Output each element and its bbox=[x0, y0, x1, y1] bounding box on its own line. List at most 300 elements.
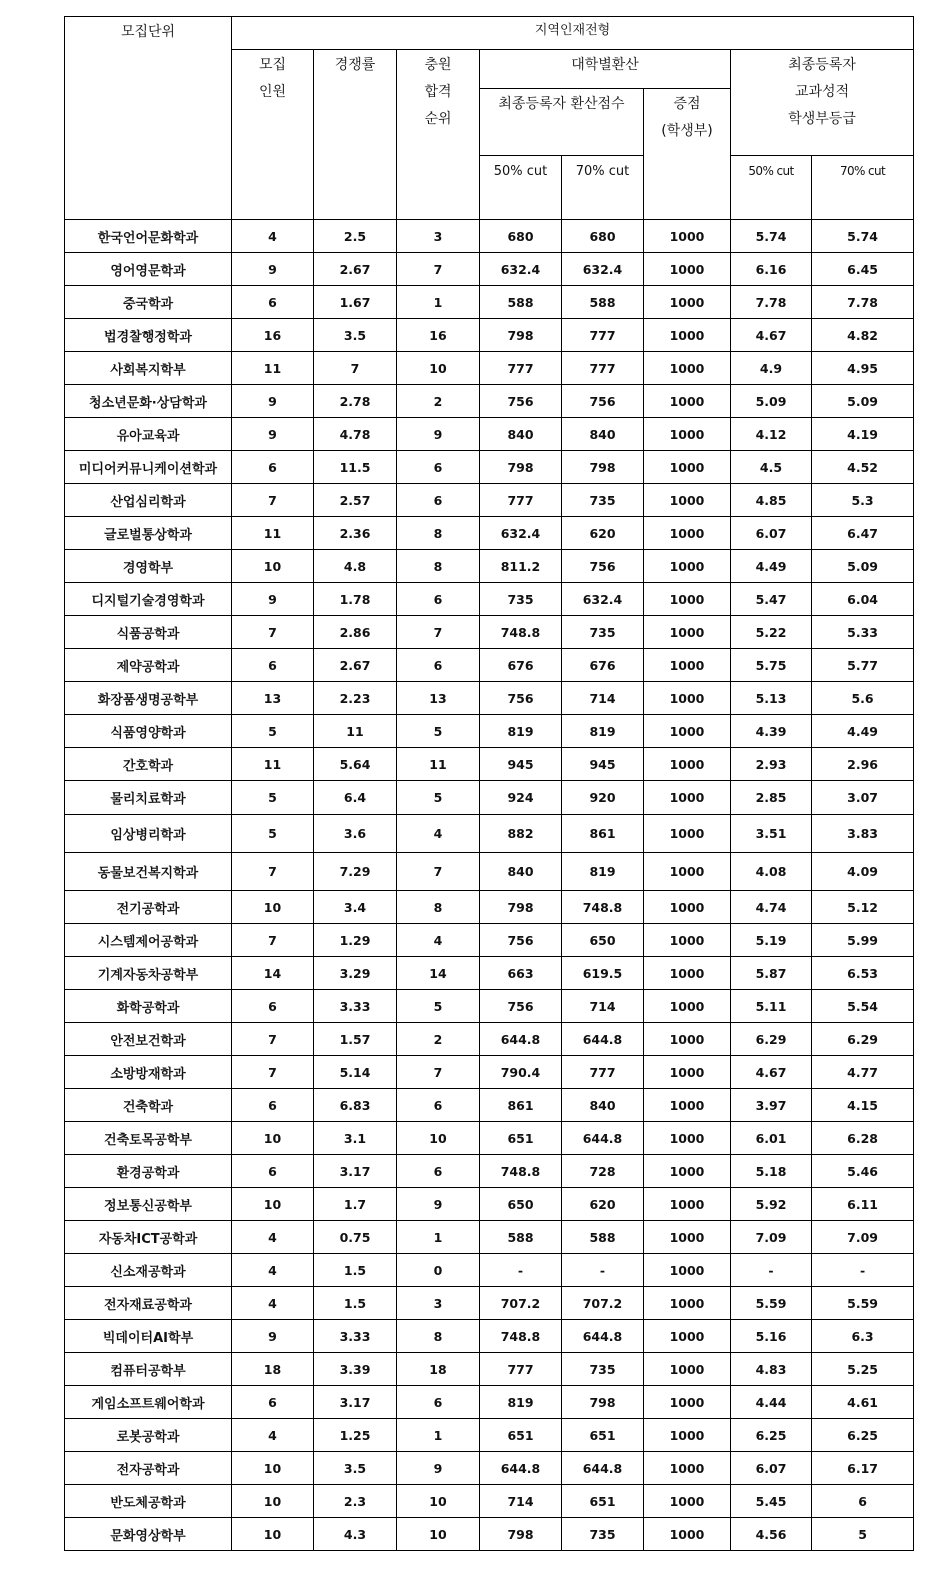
cell-full: 1000 bbox=[644, 484, 731, 517]
cell-grade50: 5.92 bbox=[731, 1188, 812, 1221]
cell-rank: 9 bbox=[397, 1188, 480, 1221]
cell-cut50: 644.8 bbox=[480, 1452, 562, 1485]
cell-count: 7 bbox=[232, 484, 314, 517]
cell-dept: 반도체공학과 bbox=[65, 1485, 232, 1518]
cell-ratio: 11 bbox=[314, 715, 397, 748]
cell-grade70: 6 bbox=[812, 1485, 914, 1518]
cell-cut70: 861 bbox=[562, 815, 644, 853]
cell-rank: 7 bbox=[397, 853, 480, 891]
table-row bbox=[65, 649, 914, 682]
cell-cut70: 798 bbox=[562, 451, 644, 484]
cell-dept: 안전보건학과 bbox=[65, 1023, 232, 1056]
table-row bbox=[65, 220, 914, 253]
cell-cut50: 840 bbox=[480, 418, 562, 451]
cell-dept: 식품영양학과 bbox=[65, 715, 232, 748]
header-group: 지역인재전형 bbox=[232, 17, 914, 50]
cell-grade50: 6.07 bbox=[731, 517, 812, 550]
cell-ratio: 2.67 bbox=[314, 649, 397, 682]
cell-rank: 5 bbox=[397, 715, 480, 748]
cell-dept: 전자재료공학과 bbox=[65, 1287, 232, 1320]
cell-count: 6 bbox=[232, 286, 314, 319]
cell-full: 1000 bbox=[644, 253, 731, 286]
cell-grade70: 3.83 bbox=[812, 815, 914, 853]
cell-rank: 0 bbox=[397, 1254, 480, 1287]
cell-count: 5 bbox=[232, 815, 314, 853]
cell-cut50: 756 bbox=[480, 924, 562, 957]
header-cut70: 70% cut bbox=[562, 156, 644, 220]
admission-table bbox=[64, 16, 914, 1551]
cell-ratio: 1.29 bbox=[314, 924, 397, 957]
cell-rank: 6 bbox=[397, 451, 480, 484]
cell-grade50: 6.25 bbox=[731, 1419, 812, 1452]
cell-count: 6 bbox=[232, 451, 314, 484]
cell-ratio: 3.5 bbox=[314, 319, 397, 352]
cell-full: 1000 bbox=[644, 1320, 731, 1353]
cell-grade70: 6.53 bbox=[812, 957, 914, 990]
table-row bbox=[65, 990, 914, 1023]
cell-full: 1000 bbox=[644, 583, 731, 616]
cell-grade70: 5.6 bbox=[812, 682, 914, 715]
cell-rank: 5 bbox=[397, 781, 480, 815]
cell-rank: 6 bbox=[397, 484, 480, 517]
cell-cut50: 756 bbox=[480, 682, 562, 715]
cell-cut50: 945 bbox=[480, 748, 562, 781]
header-conversion: 대학별환산 bbox=[480, 50, 731, 89]
cell-dept: 미디어커뮤니케이션학과 bbox=[65, 451, 232, 484]
cell-rank: 13 bbox=[397, 682, 480, 715]
cell-cut50: 644.8 bbox=[480, 1023, 562, 1056]
table-row bbox=[65, 1452, 914, 1485]
table-row bbox=[65, 1155, 914, 1188]
table-body bbox=[65, 220, 914, 1551]
cell-rank: 1 bbox=[397, 1221, 480, 1254]
cell-rank: 16 bbox=[397, 319, 480, 352]
table-row bbox=[65, 957, 914, 990]
cell-cut70: 619.5 bbox=[562, 957, 644, 990]
cell-grade50: 6.29 bbox=[731, 1023, 812, 1056]
cell-rank: 8 bbox=[397, 517, 480, 550]
table-row bbox=[65, 451, 914, 484]
table-row bbox=[65, 1254, 914, 1287]
cell-full: 1000 bbox=[644, 1188, 731, 1221]
cell-ratio: 3.4 bbox=[314, 891, 397, 924]
cell-grade70: 4.49 bbox=[812, 715, 914, 748]
table-row bbox=[65, 1386, 914, 1419]
cell-cut50: 819 bbox=[480, 1386, 562, 1419]
cell-ratio: 6.83 bbox=[314, 1089, 397, 1122]
cell-full: 1000 bbox=[644, 1518, 731, 1551]
cell-count: 4 bbox=[232, 1419, 314, 1452]
cell-ratio: 2.57 bbox=[314, 484, 397, 517]
cell-count: 13 bbox=[232, 682, 314, 715]
table-row bbox=[65, 715, 914, 748]
cell-grade50: 6.01 bbox=[731, 1122, 812, 1155]
cell-grade70: 6.11 bbox=[812, 1188, 914, 1221]
cell-grade70: 5.46 bbox=[812, 1155, 914, 1188]
cell-count: 6 bbox=[232, 1089, 314, 1122]
cell-grade50: 5.45 bbox=[731, 1485, 812, 1518]
cell-cut70: - bbox=[562, 1254, 644, 1287]
table-row bbox=[65, 484, 914, 517]
cell-cut50: 735 bbox=[480, 583, 562, 616]
cell-cut50: 790.4 bbox=[480, 1056, 562, 1089]
cell-rank: 6 bbox=[397, 583, 480, 616]
table-row bbox=[65, 1320, 914, 1353]
header-ratio: 경쟁률 bbox=[314, 50, 397, 220]
cell-cut50: 651 bbox=[480, 1122, 562, 1155]
cell-dept: 컴퓨터공학부 bbox=[65, 1353, 232, 1386]
cell-grade70: 5.54 bbox=[812, 990, 914, 1023]
table-row bbox=[65, 385, 914, 418]
cell-full: 1000 bbox=[644, 1122, 731, 1155]
table-row bbox=[65, 583, 914, 616]
cell-rank: 10 bbox=[397, 1122, 480, 1155]
cell-full: 1000 bbox=[644, 1386, 731, 1419]
cell-grade70: 4.09 bbox=[812, 853, 914, 891]
cell-dept: 동물보건복지학과 bbox=[65, 853, 232, 891]
cell-count: 9 bbox=[232, 583, 314, 616]
cell-grade70: 4.77 bbox=[812, 1056, 914, 1089]
cell-rank: 11 bbox=[397, 748, 480, 781]
cell-dept: 유아교육과 bbox=[65, 418, 232, 451]
cell-ratio: 3.33 bbox=[314, 990, 397, 1023]
cell-grade70: 6.29 bbox=[812, 1023, 914, 1056]
cell-full: 1000 bbox=[644, 853, 731, 891]
cell-count: 9 bbox=[232, 253, 314, 286]
cell-grade50: 5.47 bbox=[731, 583, 812, 616]
cell-cut70: 644.8 bbox=[562, 1023, 644, 1056]
table-row bbox=[65, 748, 914, 781]
cell-full: 1000 bbox=[644, 781, 731, 815]
cell-rank: 9 bbox=[397, 418, 480, 451]
cell-cut70: 714 bbox=[562, 990, 644, 1023]
cell-rank: 3 bbox=[397, 1287, 480, 1320]
cell-full: 1000 bbox=[644, 957, 731, 990]
cell-cut50: 777 bbox=[480, 1353, 562, 1386]
cell-full: 1000 bbox=[644, 1221, 731, 1254]
cell-rank: 14 bbox=[397, 957, 480, 990]
cell-cut70: 620 bbox=[562, 517, 644, 550]
cell-grade70: - bbox=[812, 1254, 914, 1287]
cell-cut50: 861 bbox=[480, 1089, 562, 1122]
cell-grade70: 6.47 bbox=[812, 517, 914, 550]
cell-full: 1000 bbox=[644, 1155, 731, 1188]
cell-grade70: 5.12 bbox=[812, 891, 914, 924]
cell-grade70: 5.77 bbox=[812, 649, 914, 682]
cell-grade70: 6.28 bbox=[812, 1122, 914, 1155]
cell-full: 1000 bbox=[644, 1287, 731, 1320]
header-rank: 충원 합격 순위 bbox=[397, 50, 480, 220]
cell-ratio: 1.57 bbox=[314, 1023, 397, 1056]
header-count: 모집 인원 bbox=[232, 50, 314, 220]
cell-count: 16 bbox=[232, 319, 314, 352]
cell-cut50: 798 bbox=[480, 319, 562, 352]
cell-count: 10 bbox=[232, 1485, 314, 1518]
cell-cut50: 811.2 bbox=[480, 550, 562, 583]
cell-dept: 물리치료학과 bbox=[65, 781, 232, 815]
cell-ratio: 4.3 bbox=[314, 1518, 397, 1551]
table-row bbox=[65, 1188, 914, 1221]
cell-full: 1000 bbox=[644, 451, 731, 484]
cell-grade70: 2.96 bbox=[812, 748, 914, 781]
cell-full: 1000 bbox=[644, 649, 731, 682]
table-row bbox=[65, 253, 914, 286]
cell-cut70: 714 bbox=[562, 682, 644, 715]
cell-cut70: 676 bbox=[562, 649, 644, 682]
cell-full: 1000 bbox=[644, 1254, 731, 1287]
table-row bbox=[65, 1518, 914, 1551]
cell-grade50: 3.97 bbox=[731, 1089, 812, 1122]
cell-grade70: 5.09 bbox=[812, 550, 914, 583]
cell-ratio: 2.36 bbox=[314, 517, 397, 550]
cell-dept: 시스템제어공학과 bbox=[65, 924, 232, 957]
cell-grade70: 5.09 bbox=[812, 385, 914, 418]
cell-cut50: 680 bbox=[480, 220, 562, 253]
cell-rank: 6 bbox=[397, 649, 480, 682]
cell-cut50: 798 bbox=[480, 1518, 562, 1551]
cell-grade50: 4.39 bbox=[731, 715, 812, 748]
cell-full: 1000 bbox=[644, 815, 731, 853]
cell-grade50: 5.74 bbox=[731, 220, 812, 253]
cell-grade70: 6.04 bbox=[812, 583, 914, 616]
cell-full: 1000 bbox=[644, 352, 731, 385]
cell-cut70: 651 bbox=[562, 1485, 644, 1518]
header-full-score: 증점 (학생부) bbox=[644, 89, 731, 220]
cell-rank: 2 bbox=[397, 1023, 480, 1056]
cell-rank: 4 bbox=[397, 815, 480, 853]
cell-grade50: 4.08 bbox=[731, 853, 812, 891]
cell-dept: 제약공학과 bbox=[65, 649, 232, 682]
cell-dept: 청소년문화·상담학과 bbox=[65, 385, 232, 418]
cell-grade50: 4.83 bbox=[731, 1353, 812, 1386]
cell-rank: 2 bbox=[397, 385, 480, 418]
cell-cut70: 620 bbox=[562, 1188, 644, 1221]
cell-ratio: 5.14 bbox=[314, 1056, 397, 1089]
cell-cut70: 735 bbox=[562, 1353, 644, 1386]
cell-rank: 8 bbox=[397, 550, 480, 583]
cell-cut70: 756 bbox=[562, 385, 644, 418]
table-row bbox=[65, 1287, 914, 1320]
cell-dept: 전기공학과 bbox=[65, 891, 232, 924]
cell-full: 1000 bbox=[644, 1419, 731, 1452]
cell-dept: 화장품생명공학부 bbox=[65, 682, 232, 715]
cell-count: 11 bbox=[232, 517, 314, 550]
table-row bbox=[65, 418, 914, 451]
cell-grade50: 5.59 bbox=[731, 1287, 812, 1320]
cell-cut70: 632.4 bbox=[562, 253, 644, 286]
cell-grade70: 7.78 bbox=[812, 286, 914, 319]
cell-cut70: 777 bbox=[562, 1056, 644, 1089]
cell-grade70: 4.61 bbox=[812, 1386, 914, 1419]
cell-grade50: 5.18 bbox=[731, 1155, 812, 1188]
cell-grade70: 6.17 bbox=[812, 1452, 914, 1485]
cell-cut70: 920 bbox=[562, 781, 644, 815]
cell-full: 1000 bbox=[644, 286, 731, 319]
cell-rank: 8 bbox=[397, 1320, 480, 1353]
cell-rank: 10 bbox=[397, 352, 480, 385]
cell-grade50: 4.67 bbox=[731, 1056, 812, 1089]
cell-grade50: 4.56 bbox=[731, 1518, 812, 1551]
cell-grade50: 5.87 bbox=[731, 957, 812, 990]
header-cut50: 50% cut bbox=[480, 156, 562, 220]
table-row bbox=[65, 1056, 914, 1089]
cell-grade70: 4.52 bbox=[812, 451, 914, 484]
cell-grade70: 5.33 bbox=[812, 616, 914, 649]
cell-count: 6 bbox=[232, 1155, 314, 1188]
cell-rank: 10 bbox=[397, 1485, 480, 1518]
cell-ratio: 0.75 bbox=[314, 1221, 397, 1254]
cell-cut70: 588 bbox=[562, 286, 644, 319]
cell-ratio: 4.78 bbox=[314, 418, 397, 451]
cell-grade50: 5.22 bbox=[731, 616, 812, 649]
cell-count: 7 bbox=[232, 1056, 314, 1089]
cell-ratio: 3.33 bbox=[314, 1320, 397, 1353]
cell-ratio: 4.8 bbox=[314, 550, 397, 583]
cell-dept: 간호학과 bbox=[65, 748, 232, 781]
cell-grade70: 5.3 bbox=[812, 484, 914, 517]
cell-count: 4 bbox=[232, 1221, 314, 1254]
cell-count: 10 bbox=[232, 1452, 314, 1485]
cell-full: 1000 bbox=[644, 715, 731, 748]
cell-cut70: 798 bbox=[562, 1386, 644, 1419]
table-row bbox=[65, 853, 914, 891]
cell-dept: 영어영문학과 bbox=[65, 253, 232, 286]
cell-count: 5 bbox=[232, 715, 314, 748]
cell-cut50: 840 bbox=[480, 853, 562, 891]
header-grade-cut70: 70% cut bbox=[812, 156, 914, 220]
cell-cut50: - bbox=[480, 1254, 562, 1287]
cell-dept: 디지털기술경영학과 bbox=[65, 583, 232, 616]
cell-cut70: 680 bbox=[562, 220, 644, 253]
cell-full: 1000 bbox=[644, 616, 731, 649]
cell-dept: 빅데이터AI학부 bbox=[65, 1320, 232, 1353]
cell-ratio: 5.64 bbox=[314, 748, 397, 781]
cell-ratio: 1.78 bbox=[314, 583, 397, 616]
cell-cut50: 632.4 bbox=[480, 517, 562, 550]
cell-cut50: 650 bbox=[480, 1188, 562, 1221]
cell-cut70: 777 bbox=[562, 352, 644, 385]
cell-count: 5 bbox=[232, 781, 314, 815]
cell-grade70: 5.99 bbox=[812, 924, 914, 957]
cell-grade50: 4.49 bbox=[731, 550, 812, 583]
cell-ratio: 2.67 bbox=[314, 253, 397, 286]
cell-grade50: - bbox=[731, 1254, 812, 1287]
cell-ratio: 1.5 bbox=[314, 1287, 397, 1320]
cell-count: 7 bbox=[232, 853, 314, 891]
cell-full: 1000 bbox=[644, 924, 731, 957]
cell-dept: 전자공학과 bbox=[65, 1452, 232, 1485]
cell-cut50: 748.8 bbox=[480, 1155, 562, 1188]
cell-ratio: 7 bbox=[314, 352, 397, 385]
cell-rank: 5 bbox=[397, 990, 480, 1023]
cell-dept: 중국학과 bbox=[65, 286, 232, 319]
cell-cut50: 707.2 bbox=[480, 1287, 562, 1320]
cell-full: 1000 bbox=[644, 1452, 731, 1485]
cell-ratio: 1.7 bbox=[314, 1188, 397, 1221]
cell-dept: 신소재공학과 bbox=[65, 1254, 232, 1287]
cell-rank: 10 bbox=[397, 1518, 480, 1551]
cell-ratio: 1.5 bbox=[314, 1254, 397, 1287]
cell-count: 7 bbox=[232, 924, 314, 957]
cell-full: 1000 bbox=[644, 1353, 731, 1386]
cell-full: 1000 bbox=[644, 891, 731, 924]
cell-dept: 게임소프트웨어학과 bbox=[65, 1386, 232, 1419]
cell-rank: 8 bbox=[397, 891, 480, 924]
cell-cut70: 644.8 bbox=[562, 1452, 644, 1485]
cell-grade50: 5.11 bbox=[731, 990, 812, 1023]
cell-count: 4 bbox=[232, 1254, 314, 1287]
cell-dept: 한국언어문화학과 bbox=[65, 220, 232, 253]
cell-cut50: 798 bbox=[480, 891, 562, 924]
cell-ratio: 1.67 bbox=[314, 286, 397, 319]
cell-cut70: 707.2 bbox=[562, 1287, 644, 1320]
cell-dept: 기계자동차공학부 bbox=[65, 957, 232, 990]
cell-grade50: 5.13 bbox=[731, 682, 812, 715]
cell-full: 1000 bbox=[644, 418, 731, 451]
cell-dept: 임상병리학과 bbox=[65, 815, 232, 853]
cell-ratio: 3.1 bbox=[314, 1122, 397, 1155]
cell-grade50: 2.85 bbox=[731, 781, 812, 815]
cell-ratio: 3.39 bbox=[314, 1353, 397, 1386]
cell-full: 1000 bbox=[644, 1056, 731, 1089]
cell-full: 1000 bbox=[644, 385, 731, 418]
table-row bbox=[65, 924, 914, 957]
cell-ratio: 3.6 bbox=[314, 815, 397, 853]
table-row bbox=[65, 286, 914, 319]
cell-count: 4 bbox=[232, 220, 314, 253]
cell-dept: 경영학부 bbox=[65, 550, 232, 583]
cell-count: 6 bbox=[232, 1386, 314, 1419]
cell-cut50: 777 bbox=[480, 352, 562, 385]
cell-cut50: 632.4 bbox=[480, 253, 562, 286]
cell-ratio: 2.3 bbox=[314, 1485, 397, 1518]
cell-grade50: 2.93 bbox=[731, 748, 812, 781]
header-unit: 모집단위 bbox=[65, 17, 232, 220]
cell-grade50: 5.19 bbox=[731, 924, 812, 957]
cell-full: 1000 bbox=[644, 550, 731, 583]
cell-count: 10 bbox=[232, 1122, 314, 1155]
cell-full: 1000 bbox=[644, 517, 731, 550]
cell-cut70: 735 bbox=[562, 484, 644, 517]
cell-dept: 식품공학과 bbox=[65, 616, 232, 649]
cell-dept: 산업심리학과 bbox=[65, 484, 232, 517]
cell-dept: 건축학과 bbox=[65, 1089, 232, 1122]
cell-grade70: 6.45 bbox=[812, 253, 914, 286]
cell-rank: 3 bbox=[397, 220, 480, 253]
admission-results-sheet bbox=[64, 16, 913, 1551]
cell-grade70: 3.07 bbox=[812, 781, 914, 815]
cell-cut70: 748.8 bbox=[562, 891, 644, 924]
cell-count: 18 bbox=[232, 1353, 314, 1386]
cell-cut50: 748.8 bbox=[480, 616, 562, 649]
cell-dept: 환경공학과 bbox=[65, 1155, 232, 1188]
cell-count: 10 bbox=[232, 1188, 314, 1221]
cell-dept: 글로벌통상학과 bbox=[65, 517, 232, 550]
cell-cut70: 735 bbox=[562, 616, 644, 649]
cell-grade50: 5.75 bbox=[731, 649, 812, 682]
cell-cut70: 756 bbox=[562, 550, 644, 583]
cell-dept: 사회복지학부 bbox=[65, 352, 232, 385]
cell-ratio: 7.29 bbox=[314, 853, 397, 891]
cell-count: 6 bbox=[232, 990, 314, 1023]
cell-grade70: 6.3 bbox=[812, 1320, 914, 1353]
cell-grade70: 4.15 bbox=[812, 1089, 914, 1122]
cell-full: 1000 bbox=[644, 1023, 731, 1056]
cell-rank: 6 bbox=[397, 1155, 480, 1188]
table-row bbox=[65, 517, 914, 550]
cell-full: 1000 bbox=[644, 319, 731, 352]
cell-grade70: 5.25 bbox=[812, 1353, 914, 1386]
